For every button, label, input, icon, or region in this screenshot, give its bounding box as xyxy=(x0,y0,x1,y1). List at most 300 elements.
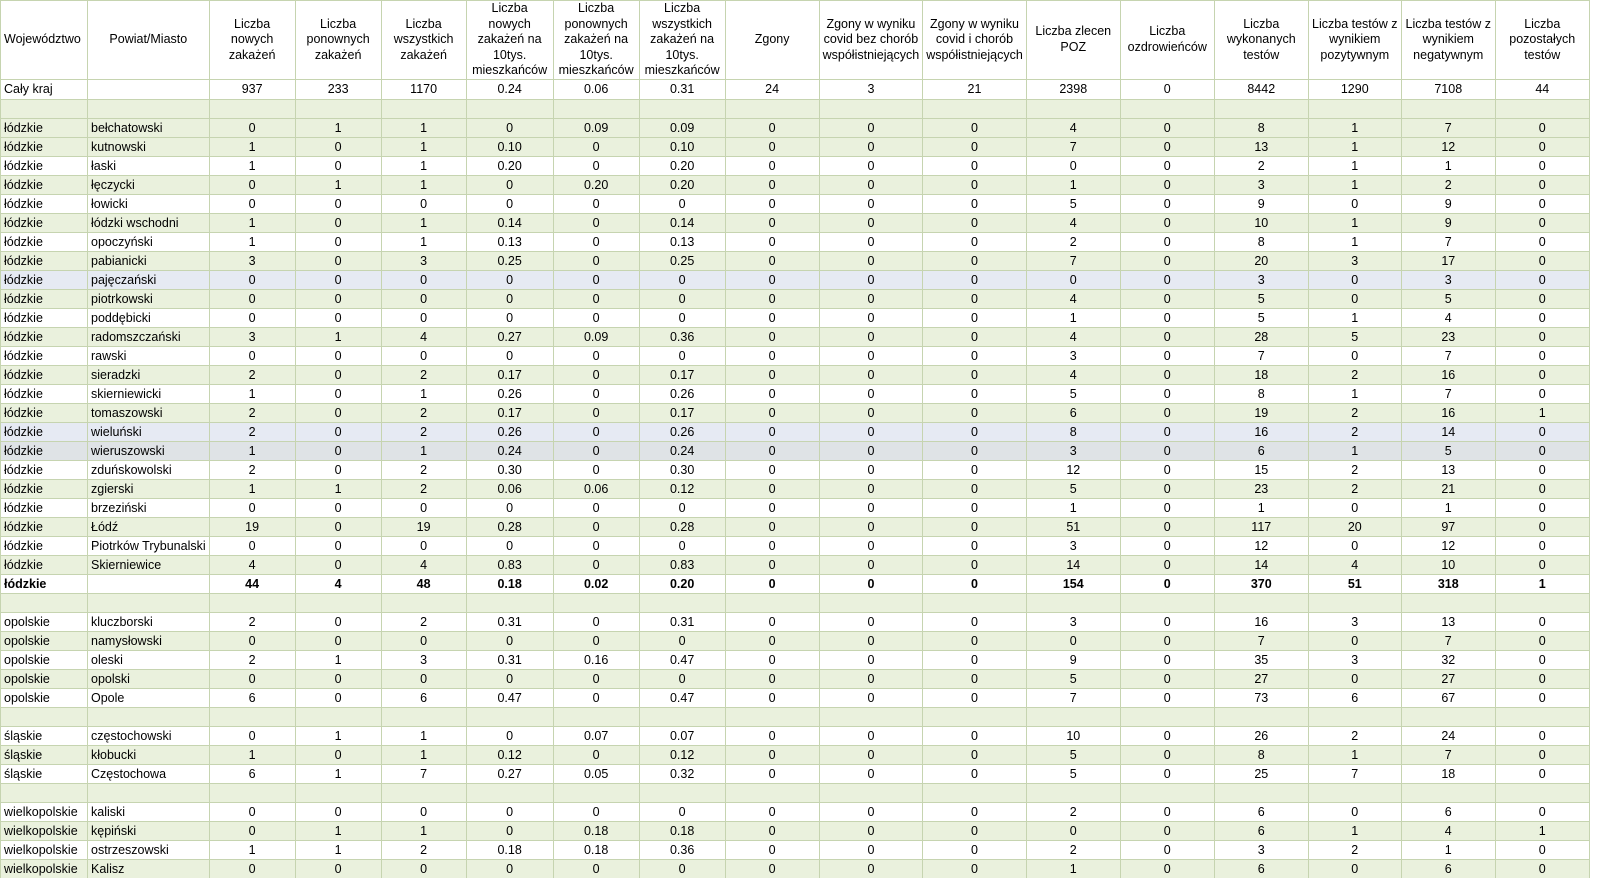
value-cell[interactable]: 0 xyxy=(923,612,1027,631)
value-cell[interactable]: 0 xyxy=(923,517,1027,536)
value-cell[interactable]: 0 xyxy=(381,536,466,555)
value-cell[interactable]: 0.12 xyxy=(639,479,725,498)
voivodeship-cell[interactable]: łódzkie xyxy=(1,213,88,232)
value-cell[interactable]: 14 xyxy=(1401,422,1495,441)
value-cell[interactable]: 2 xyxy=(381,365,466,384)
value-cell[interactable]: 6 xyxy=(381,688,466,707)
value-cell[interactable]: 1 xyxy=(1401,840,1495,859)
value-cell[interactable] xyxy=(1308,783,1401,802)
value-cell[interactable]: 0 xyxy=(639,289,725,308)
value-cell[interactable]: 5 xyxy=(1214,308,1308,327)
county-cell[interactable] xyxy=(88,707,210,726)
value-cell[interactable]: 0 xyxy=(725,365,819,384)
value-cell[interactable]: 0 xyxy=(819,498,923,517)
value-cell[interactable]: 2 xyxy=(1214,156,1308,175)
value-cell[interactable]: 5 xyxy=(1214,289,1308,308)
value-cell[interactable]: 1 xyxy=(295,175,381,194)
value-cell[interactable] xyxy=(381,593,466,612)
county-cell[interactable]: opoczyński xyxy=(88,232,210,251)
county-cell[interactable] xyxy=(88,99,210,118)
value-cell[interactable]: 0.06 xyxy=(466,479,553,498)
value-cell[interactable]: 0 xyxy=(553,289,639,308)
value-cell[interactable]: 0 xyxy=(381,308,466,327)
value-cell[interactable]: 0 xyxy=(1026,270,1120,289)
value-cell[interactable]: 0 xyxy=(1495,726,1589,745)
value-cell[interactable]: 0 xyxy=(725,384,819,403)
value-cell[interactable] xyxy=(1495,99,1589,118)
value-cell[interactable]: 7 xyxy=(381,764,466,783)
value-cell[interactable]: 0 xyxy=(1495,840,1589,859)
value-cell[interactable]: 16 xyxy=(1401,403,1495,422)
value-cell[interactable]: 0 xyxy=(553,517,639,536)
value-cell[interactable]: 67 xyxy=(1401,688,1495,707)
value-cell[interactable]: 0.18 xyxy=(466,840,553,859)
value-cell[interactable]: 0.24 xyxy=(466,79,553,99)
value-cell[interactable]: 35 xyxy=(1214,650,1308,669)
value-cell[interactable]: 0 xyxy=(1120,213,1214,232)
value-cell[interactable] xyxy=(295,783,381,802)
value-cell[interactable] xyxy=(923,593,1027,612)
header-cell[interactable]: Województwo xyxy=(1,1,88,80)
value-cell[interactable]: 0 xyxy=(819,441,923,460)
value-cell[interactable]: 0.14 xyxy=(639,213,725,232)
county-cell[interactable]: Kalisz xyxy=(88,859,210,878)
value-cell[interactable]: 0 xyxy=(295,802,381,821)
value-cell[interactable] xyxy=(381,783,466,802)
value-cell[interactable]: 0 xyxy=(923,555,1027,574)
value-cell[interactable]: 0 xyxy=(381,289,466,308)
value-cell[interactable]: 1 xyxy=(209,479,295,498)
value-cell[interactable]: 0.27 xyxy=(466,764,553,783)
value-cell[interactable]: 0 xyxy=(1120,631,1214,650)
voivodeship-cell[interactable]: śląskie xyxy=(1,764,88,783)
county-cell[interactable] xyxy=(88,593,210,612)
value-cell[interactable]: 7 xyxy=(1026,688,1120,707)
county-cell[interactable]: zduńskowolski xyxy=(88,460,210,479)
value-cell[interactable]: 0 xyxy=(819,384,923,403)
voivodeship-cell[interactable]: łódzkie xyxy=(1,498,88,517)
voivodeship-cell[interactable]: opolskie xyxy=(1,669,88,688)
value-cell[interactable]: 0 xyxy=(923,270,1027,289)
value-cell[interactable]: 0 xyxy=(553,631,639,650)
value-cell[interactable]: 7 xyxy=(1308,764,1401,783)
value-cell[interactable]: 2 xyxy=(1026,802,1120,821)
value-cell[interactable]: 0.10 xyxy=(466,137,553,156)
value-cell[interactable]: 2 xyxy=(381,422,466,441)
header-cell[interactable]: Liczba ponownych zakażeń xyxy=(295,1,381,80)
value-cell[interactable]: 0 xyxy=(1308,270,1401,289)
value-cell[interactable]: 7 xyxy=(1401,631,1495,650)
value-cell[interactable]: 12 xyxy=(1401,137,1495,156)
value-cell[interactable]: 3 xyxy=(209,251,295,270)
value-cell[interactable]: 0 xyxy=(553,422,639,441)
value-cell[interactable]: 0.13 xyxy=(639,232,725,251)
value-cell[interactable]: 0 xyxy=(295,631,381,650)
value-cell[interactable]: 0 xyxy=(209,289,295,308)
value-cell[interactable]: 0 xyxy=(819,460,923,479)
value-cell[interactable]: 0 xyxy=(639,194,725,213)
value-cell[interactable]: 0 xyxy=(923,631,1027,650)
value-cell[interactable]: 318 xyxy=(1401,574,1495,593)
value-cell[interactable]: 0 xyxy=(923,745,1027,764)
value-cell[interactable]: 0.83 xyxy=(639,555,725,574)
value-cell[interactable]: 0.20 xyxy=(639,156,725,175)
value-cell[interactable]: 0 xyxy=(1120,517,1214,536)
value-cell[interactable]: 0 xyxy=(819,213,923,232)
value-cell[interactable]: 0 xyxy=(295,859,381,878)
value-cell[interactable] xyxy=(1026,707,1120,726)
value-cell[interactable] xyxy=(1026,783,1120,802)
value-cell[interactable]: 0.31 xyxy=(466,612,553,631)
value-cell[interactable] xyxy=(639,593,725,612)
value-cell[interactable]: 0 xyxy=(1495,232,1589,251)
value-cell[interactable]: 0 xyxy=(1120,574,1214,593)
value-cell[interactable]: 0.02 xyxy=(553,574,639,593)
value-cell[interactable]: 0 xyxy=(553,365,639,384)
value-cell[interactable]: 0.20 xyxy=(553,175,639,194)
value-cell[interactable]: 1 xyxy=(295,327,381,346)
value-cell[interactable]: 0 xyxy=(295,137,381,156)
voivodeship-cell[interactable]: łódzkie xyxy=(1,517,88,536)
header-cell[interactable]: Liczba wszystkich zakażeń xyxy=(381,1,466,80)
value-cell[interactable]: 1 xyxy=(1495,821,1589,840)
value-cell[interactable]: 1 xyxy=(1026,859,1120,878)
value-cell[interactable]: 0 xyxy=(1120,840,1214,859)
value-cell[interactable] xyxy=(1214,783,1308,802)
value-cell[interactable]: 1 xyxy=(381,745,466,764)
value-cell[interactable]: 154 xyxy=(1026,574,1120,593)
value-cell[interactable]: 0 xyxy=(1495,669,1589,688)
value-cell[interactable]: 0 xyxy=(553,555,639,574)
value-cell[interactable]: 0 xyxy=(819,536,923,555)
value-cell[interactable]: 10 xyxy=(1214,213,1308,232)
value-cell[interactable]: 10 xyxy=(1401,555,1495,574)
value-cell[interactable]: 0 xyxy=(1120,821,1214,840)
value-cell[interactable]: 6 xyxy=(1214,441,1308,460)
value-cell[interactable]: 4 xyxy=(1308,555,1401,574)
value-cell[interactable]: 19 xyxy=(381,517,466,536)
voivodeship-cell[interactable]: śląskie xyxy=(1,726,88,745)
county-cell[interactable]: pabianicki xyxy=(88,251,210,270)
voivodeship-cell[interactable]: wielkopolskie xyxy=(1,821,88,840)
value-cell[interactable]: 0 xyxy=(553,403,639,422)
value-cell[interactable]: 0 xyxy=(923,479,1027,498)
value-cell[interactable]: 0 xyxy=(1495,764,1589,783)
value-cell[interactable]: 0.09 xyxy=(553,327,639,346)
value-cell[interactable] xyxy=(819,783,923,802)
value-cell[interactable] xyxy=(639,783,725,802)
value-cell[interactable]: 0 xyxy=(923,384,1027,403)
value-cell[interactable] xyxy=(1308,593,1401,612)
voivodeship-cell[interactable] xyxy=(1,99,88,118)
value-cell[interactable] xyxy=(381,99,466,118)
value-cell[interactable]: 1 xyxy=(1308,118,1401,137)
value-cell[interactable]: 0 xyxy=(639,308,725,327)
value-cell[interactable]: 0 xyxy=(1120,441,1214,460)
value-cell[interactable]: 0 xyxy=(725,156,819,175)
value-cell[interactable]: 0 xyxy=(295,460,381,479)
value-cell[interactable]: 0 xyxy=(725,574,819,593)
value-cell[interactable]: 0 xyxy=(639,859,725,878)
county-cell[interactable]: opolski xyxy=(88,669,210,688)
value-cell[interactable]: 0 xyxy=(1120,802,1214,821)
value-cell[interactable]: 0 xyxy=(819,308,923,327)
header-cell[interactable]: Liczba testów z wynikiem pozytywnym xyxy=(1308,1,1401,80)
voivodeship-cell[interactable]: łódzkie xyxy=(1,175,88,194)
value-cell[interactable]: 0 xyxy=(295,251,381,270)
value-cell[interactable]: 1 xyxy=(381,137,466,156)
value-cell[interactable] xyxy=(1495,707,1589,726)
value-cell[interactable] xyxy=(923,707,1027,726)
value-cell[interactable]: 14 xyxy=(1026,555,1120,574)
value-cell[interactable]: 0 xyxy=(819,688,923,707)
value-cell[interactable]: 0 xyxy=(209,726,295,745)
value-cell[interactable]: 0 xyxy=(1495,213,1589,232)
value-cell[interactable]: 7 xyxy=(1401,346,1495,365)
value-cell[interactable]: 0 xyxy=(1495,289,1589,308)
header-cell[interactable]: Liczba nowych zakażeń xyxy=(209,1,295,80)
value-cell[interactable] xyxy=(1026,593,1120,612)
value-cell[interactable]: 0.32 xyxy=(639,764,725,783)
value-cell[interactable]: 0.47 xyxy=(466,688,553,707)
value-cell[interactable]: 1 xyxy=(381,175,466,194)
value-cell[interactable]: 0 xyxy=(1120,745,1214,764)
value-cell[interactable]: 0 xyxy=(466,175,553,194)
header-cell[interactable]: Liczba ponownych zakażeń na 10tys. mieszkańców xyxy=(553,1,639,80)
value-cell[interactable]: 6 xyxy=(1026,403,1120,422)
value-cell[interactable]: 0 xyxy=(725,232,819,251)
value-cell[interactable] xyxy=(1401,593,1495,612)
value-cell[interactable]: 0.20 xyxy=(466,156,553,175)
value-cell[interactable]: 0 xyxy=(1495,251,1589,270)
header-cell[interactable]: Liczba wykonanych testów xyxy=(1214,1,1308,80)
value-cell[interactable]: 0 xyxy=(209,194,295,213)
value-cell[interactable]: 7 xyxy=(1214,631,1308,650)
value-cell[interactable]: 1 xyxy=(209,213,295,232)
value-cell[interactable]: 4 xyxy=(1026,213,1120,232)
voivodeship-cell[interactable]: wielkopolskie xyxy=(1,802,88,821)
value-cell[interactable]: 1 xyxy=(209,441,295,460)
value-cell[interactable]: 0 xyxy=(553,802,639,821)
value-cell[interactable]: 0 xyxy=(1120,726,1214,745)
value-cell[interactable]: 0 xyxy=(819,859,923,878)
value-cell[interactable]: 0 xyxy=(295,289,381,308)
value-cell[interactable]: 0 xyxy=(725,403,819,422)
value-cell[interactable]: 7 xyxy=(1401,384,1495,403)
value-cell[interactable]: 0 xyxy=(466,289,553,308)
value-cell[interactable]: 0 xyxy=(725,289,819,308)
value-cell[interactable]: 0 xyxy=(923,802,1027,821)
value-cell[interactable]: 0 xyxy=(725,631,819,650)
value-cell[interactable]: 0 xyxy=(639,669,725,688)
value-cell[interactable]: 0 xyxy=(725,688,819,707)
value-cell[interactable]: 7 xyxy=(1401,232,1495,251)
value-cell[interactable] xyxy=(295,707,381,726)
value-cell[interactable]: 0 xyxy=(639,536,725,555)
value-cell[interactable]: 0 xyxy=(639,346,725,365)
voivodeship-cell[interactable]: łódzkie xyxy=(1,289,88,308)
value-cell[interactable]: 5 xyxy=(1026,669,1120,688)
value-cell[interactable]: 1 xyxy=(209,232,295,251)
value-cell[interactable]: 0 xyxy=(923,441,1027,460)
value-cell[interactable]: 0 xyxy=(1120,156,1214,175)
header-cell[interactable]: Liczba nowych zakażeń na 10tys. mieszkańców xyxy=(466,1,553,80)
header-cell[interactable]: Zgony xyxy=(725,1,819,80)
value-cell[interactable]: 0 xyxy=(1495,175,1589,194)
value-cell[interactable]: 1 xyxy=(1401,156,1495,175)
value-cell[interactable]: 0 xyxy=(209,859,295,878)
value-cell[interactable]: 12 xyxy=(1401,536,1495,555)
value-cell[interactable]: 0.09 xyxy=(553,118,639,137)
value-cell[interactable] xyxy=(209,99,295,118)
value-cell[interactable]: 0 xyxy=(553,669,639,688)
value-cell[interactable]: 0 xyxy=(295,403,381,422)
value-cell[interactable]: 16 xyxy=(1214,422,1308,441)
value-cell[interactable] xyxy=(1214,99,1308,118)
value-cell[interactable]: 0 xyxy=(1495,859,1589,878)
value-cell[interactable]: 0 xyxy=(819,251,923,270)
value-cell[interactable]: 2 xyxy=(1308,479,1401,498)
value-cell[interactable]: 0 xyxy=(819,764,923,783)
value-cell[interactable] xyxy=(295,99,381,118)
header-cell[interactable]: Liczba wszystkich zakażeń na 10tys. mieszkańców xyxy=(639,1,725,80)
county-cell[interactable]: wieluński xyxy=(88,422,210,441)
value-cell[interactable]: 0.83 xyxy=(466,555,553,574)
value-cell[interactable]: 0 xyxy=(1495,517,1589,536)
county-cell[interactable]: tomaszowski xyxy=(88,403,210,422)
value-cell[interactable]: 0 xyxy=(1120,327,1214,346)
voivodeship-cell[interactable]: łódzkie xyxy=(1,137,88,156)
voivodeship-cell[interactable]: opolskie xyxy=(1,612,88,631)
value-cell[interactable] xyxy=(725,783,819,802)
value-cell[interactable]: 1 xyxy=(381,726,466,745)
value-cell[interactable]: 0 xyxy=(1495,327,1589,346)
value-cell[interactable]: 27 xyxy=(1214,669,1308,688)
value-cell[interactable]: 7 xyxy=(1401,118,1495,137)
value-cell[interactable]: 0.17 xyxy=(639,365,725,384)
value-cell[interactable]: 0 xyxy=(1026,156,1120,175)
value-cell[interactable]: 0 xyxy=(209,175,295,194)
value-cell[interactable]: 0 xyxy=(923,118,1027,137)
value-cell[interactable]: 0 xyxy=(923,840,1027,859)
value-cell[interactable]: 1 xyxy=(1308,137,1401,156)
value-cell[interactable]: 0 xyxy=(923,175,1027,194)
value-cell[interactable]: 0 xyxy=(1495,346,1589,365)
value-cell[interactable]: 6 xyxy=(1214,859,1308,878)
value-cell[interactable]: 1290 xyxy=(1308,79,1401,99)
value-cell[interactable]: 48 xyxy=(381,574,466,593)
value-cell[interactable]: 0.17 xyxy=(466,403,553,422)
value-cell[interactable]: 0 xyxy=(725,726,819,745)
value-cell[interactable] xyxy=(553,593,639,612)
value-cell[interactable] xyxy=(209,707,295,726)
value-cell[interactable]: 5 xyxy=(1026,764,1120,783)
value-cell[interactable]: 19 xyxy=(209,517,295,536)
value-cell[interactable]: 2 xyxy=(1308,460,1401,479)
voivodeship-cell[interactable] xyxy=(1,783,88,802)
value-cell[interactable]: 0 xyxy=(295,346,381,365)
voivodeship-cell[interactable]: Cały kraj xyxy=(1,79,88,99)
value-cell[interactable]: 0.26 xyxy=(639,384,725,403)
value-cell[interactable]: 0.05 xyxy=(553,764,639,783)
value-cell[interactable] xyxy=(1026,99,1120,118)
value-cell[interactable]: 0 xyxy=(1120,498,1214,517)
value-cell[interactable]: 0 xyxy=(923,289,1027,308)
county-cell[interactable]: sieradzki xyxy=(88,365,210,384)
value-cell[interactable]: 0.07 xyxy=(639,726,725,745)
value-cell[interactable]: 0 xyxy=(553,441,639,460)
value-cell[interactable]: 20 xyxy=(1214,251,1308,270)
value-cell[interactable]: 0 xyxy=(923,650,1027,669)
value-cell[interactable]: 4 xyxy=(1026,289,1120,308)
county-cell[interactable]: łęczycki xyxy=(88,175,210,194)
value-cell[interactable]: 3 xyxy=(1308,612,1401,631)
value-cell[interactable]: 1 xyxy=(381,213,466,232)
value-cell[interactable]: 0 xyxy=(209,669,295,688)
value-cell[interactable]: 0 xyxy=(553,460,639,479)
value-cell[interactable] xyxy=(1495,593,1589,612)
value-cell[interactable]: 0.28 xyxy=(466,517,553,536)
value-cell[interactable]: 4 xyxy=(295,574,381,593)
value-cell[interactable]: 0 xyxy=(209,536,295,555)
value-cell[interactable]: 4 xyxy=(209,555,295,574)
voivodeship-cell[interactable] xyxy=(1,707,88,726)
value-cell[interactable]: 1 xyxy=(381,441,466,460)
value-cell[interactable]: 21 xyxy=(1401,479,1495,498)
value-cell[interactable]: 0.26 xyxy=(466,422,553,441)
value-cell[interactable]: 0.10 xyxy=(639,137,725,156)
county-cell[interactable]: piotrkowski xyxy=(88,289,210,308)
value-cell[interactable]: 2 xyxy=(381,840,466,859)
value-cell[interactable]: 0 xyxy=(923,213,1027,232)
value-cell[interactable]: 0.18 xyxy=(553,840,639,859)
value-cell[interactable]: 28 xyxy=(1214,327,1308,346)
value-cell[interactable]: 0 xyxy=(1120,536,1214,555)
value-cell[interactable]: 0 xyxy=(819,479,923,498)
value-cell[interactable] xyxy=(381,707,466,726)
value-cell[interactable]: 1 xyxy=(295,650,381,669)
value-cell[interactable]: 0 xyxy=(1120,79,1214,99)
value-cell[interactable]: 25 xyxy=(1214,764,1308,783)
value-cell[interactable]: 0 xyxy=(819,156,923,175)
value-cell[interactable]: 0 xyxy=(1495,194,1589,213)
value-cell[interactable]: 9 xyxy=(1026,650,1120,669)
value-cell[interactable]: 5 xyxy=(1401,441,1495,460)
value-cell[interactable]: 9 xyxy=(1401,194,1495,213)
value-cell[interactable]: 1 xyxy=(209,840,295,859)
value-cell[interactable]: 0 xyxy=(466,194,553,213)
value-cell[interactable]: 0 xyxy=(819,574,923,593)
value-cell[interactable]: 0 xyxy=(553,384,639,403)
value-cell[interactable]: 14 xyxy=(1214,555,1308,574)
value-cell[interactable]: 44 xyxy=(209,574,295,593)
value-cell[interactable]: 2 xyxy=(381,403,466,422)
voivodeship-cell[interactable]: łódzkie xyxy=(1,118,88,137)
value-cell[interactable]: 0 xyxy=(1120,479,1214,498)
value-cell[interactable]: 0 xyxy=(1495,498,1589,517)
value-cell[interactable]: 233 xyxy=(295,79,381,99)
header-cell[interactable]: Zgony w wyniku covid i chorób współistniejących xyxy=(923,1,1027,80)
value-cell[interactable]: 0 xyxy=(725,555,819,574)
value-cell[interactable]: 0 xyxy=(1120,384,1214,403)
value-cell[interactable]: 0 xyxy=(295,194,381,213)
value-cell[interactable]: 0 xyxy=(466,726,553,745)
voivodeship-cell[interactable]: łódzkie xyxy=(1,403,88,422)
value-cell[interactable]: 0 xyxy=(1495,688,1589,707)
county-cell[interactable]: oleski xyxy=(88,650,210,669)
value-cell[interactable]: 6 xyxy=(1308,688,1401,707)
value-cell[interactable] xyxy=(1214,707,1308,726)
